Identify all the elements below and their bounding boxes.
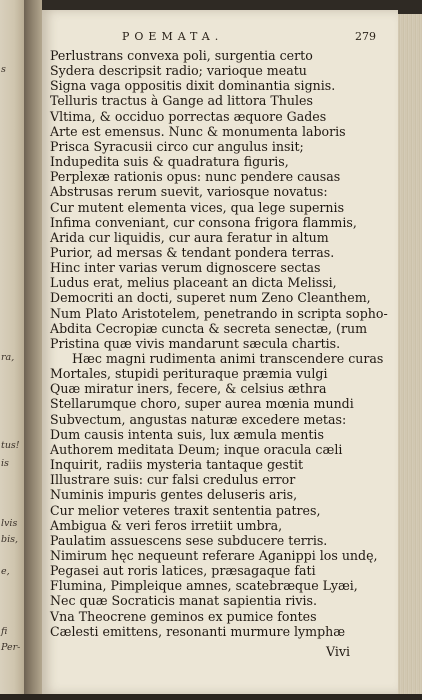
poem-line: Stellarumque choro, super aurea mœnia mundi [50, 396, 354, 412]
margin-fragment: fi [1, 626, 8, 637]
poem-line: Authorem meditata Deum; inque oracula cæli [50, 441, 343, 457]
poem-line: Infima conveniant, cur consona frigora flammis, [50, 214, 357, 230]
poem-line: Numinis impuris gentes deluseris aris, [50, 487, 298, 503]
poem-line: Ambigua & veri feros irretiit umbra, [50, 517, 283, 533]
poem-line: Subvectum, angustas naturæ excedere metas: [50, 411, 347, 427]
poem-line: Cælesti emittens, resonanti murmure lymphæ [50, 623, 346, 639]
poem-line: Flumina, Pimpleique amnes, scatebræque Lyæi, [50, 578, 358, 594]
catchword: Vivi [326, 644, 351, 659]
page-number: 279 [355, 30, 376, 43]
right-page [42, 10, 398, 694]
poem-line: Democriti an docti, superet num Zeno Cleanthem, [50, 290, 371, 306]
page-stack-edge [398, 14, 422, 694]
margin-fragment: Per- [1, 642, 21, 653]
poem-line: Vna Theocrene geminos ex pumice fontes [50, 608, 317, 624]
poem-line: Inquirit, radiis mysteria tantaque gestit [50, 457, 304, 473]
margin-fragment: e, [1, 566, 10, 577]
running-head: POEMATA. [122, 30, 224, 43]
poem-line: Nec quæ Socraticis manat sapientia rivis. [50, 593, 317, 609]
poem-line: Sydera descripsit radio; varioque meatu [50, 63, 307, 79]
poem-line: Quæ miratur iners, fecere, & celsius æthra [50, 381, 327, 397]
poem-line: Telluris tractus à Gange ad littora Thules [50, 93, 313, 109]
poem-line: Ludus erat, melius placeant an dicta Melissi, [50, 275, 337, 291]
poem-line: Hinc inter varias verum dignoscere sectas [50, 260, 321, 276]
poem-line: Arida cur liquidis, cur aura feratur in altum [50, 229, 329, 245]
poem-line: Arte est emensus. Nunc & monumenta laboris [50, 123, 346, 139]
margin-fragment: ra, [1, 352, 15, 363]
poem-line: Vltima, & occiduo porrectas æquore Gades [50, 108, 327, 124]
poem-line: Num Plato Aristotelem, penetrando in scripta sopho- [50, 305, 388, 321]
scan-bottom-strip [0, 694, 422, 700]
poem-line: Mortales, stupidi perituraque præmia vulgi [50, 366, 328, 382]
poem-line: Abstrusas rerum suevit, variosque novatus: [50, 184, 328, 200]
margin-fragment: s [1, 64, 6, 75]
margin-fragment: is [1, 458, 9, 469]
poem-line: Prisca Syracusii circo cur angulus insit; [50, 138, 304, 154]
poem-line: Perplexæ rationis opus: nunc pendere causas [50, 169, 341, 185]
poem-line: Paulatim assuescens sese subducere terris. [50, 532, 328, 548]
left-page-edge [0, 0, 24, 700]
page-header [42, 30, 398, 46]
poem-line: Nimirum hęc nequeunt referare Aganippi los undę, [50, 547, 378, 563]
margin-fragment: bis, [1, 534, 19, 545]
poem-line: Illustrare suis: cur falsi credulus error [50, 472, 296, 488]
margin-fragment: tus! [1, 440, 20, 451]
poem-line: Perlustrans convexa poli, surgentia certo [50, 48, 313, 63]
book-gutter [24, 0, 42, 700]
poem-line: Pristina quæ vivis mandarunt sæcula chartis. [50, 335, 341, 351]
poem-line: Pegasei aut roris latices, præsagaque fati [50, 563, 316, 579]
poem-line: Abdita Cecropiæ cuncta & secreta senectæ, (rum [50, 320, 368, 336]
poem-line: Signa vaga oppositis dixit dominantia signis. [50, 78, 336, 94]
poem-line: Hæc magni rudimenta animi transcendere curas [72, 351, 384, 366]
poem-line: Purior, ad mersas & tendant pondera terras. [50, 244, 335, 260]
poem-line: Cur melior veteres traxit sententia patres, [50, 502, 321, 518]
poem-line: Indupedita suis & quadratura figuris, [50, 154, 289, 170]
margin-fragment: lvis [1, 518, 18, 529]
poem-line: Cur mutent elementa vices, qua lege supernis [50, 199, 345, 215]
poem-line: Dum causis intenta suis, lux æmula mentis [50, 426, 324, 442]
